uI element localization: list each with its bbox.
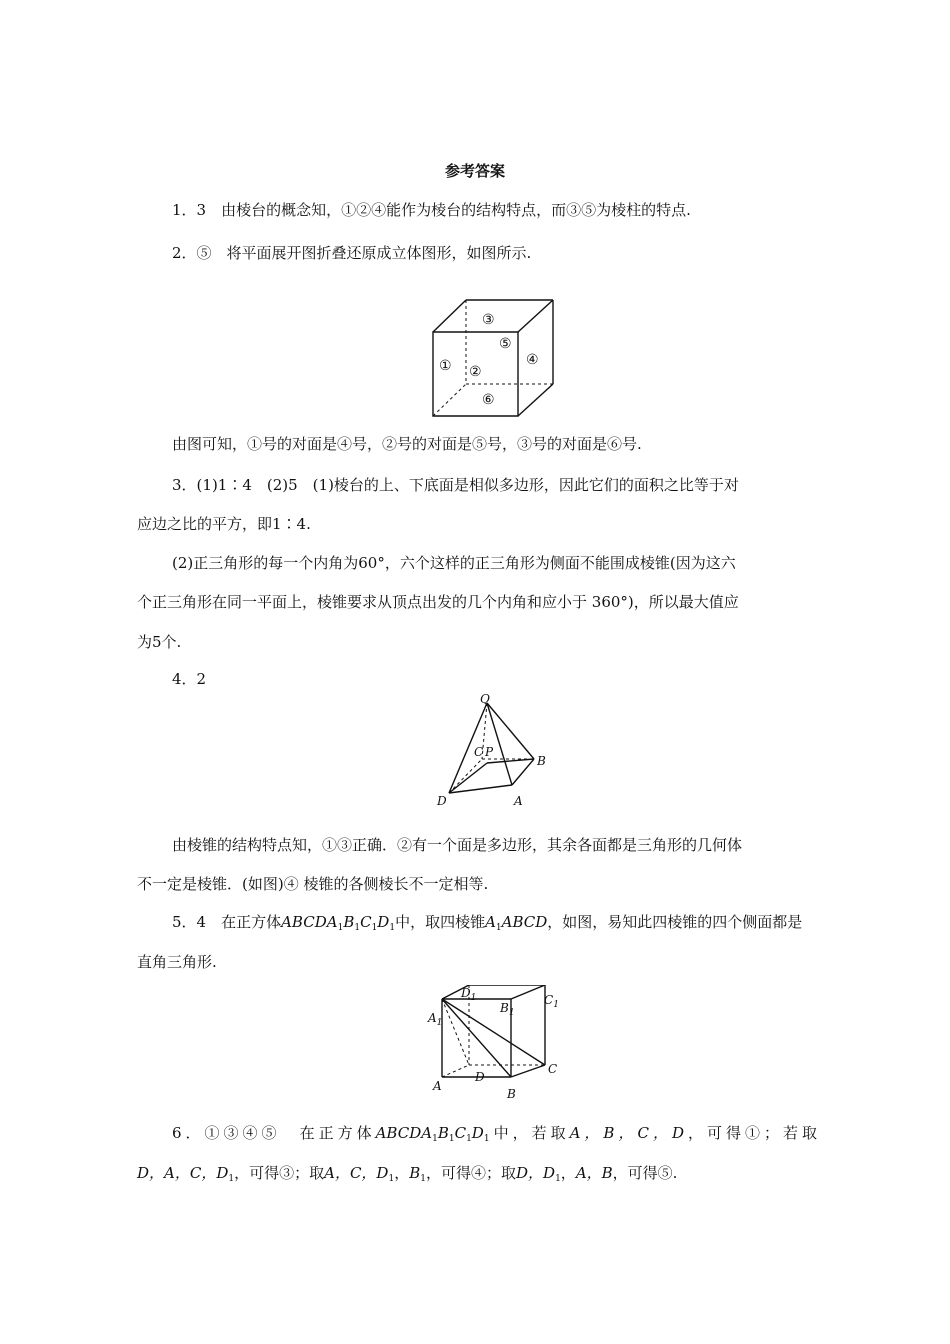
answer-5-cont: 直角三角形. (137, 953, 217, 971)
answer-3-part2-end: 为5个. (137, 633, 182, 651)
face-label-1: ① (439, 358, 452, 374)
text-run: C (360, 913, 372, 931)
text-run: ，可得⑤. (612, 1164, 678, 1182)
point-label-q: Q (480, 693, 490, 706)
text-run: 5．4 在正方体 (172, 913, 282, 931)
subscript: 1 (228, 1174, 235, 1184)
subscript: 1 (389, 923, 396, 933)
page-title: 参考答案 (444, 162, 505, 180)
face-label-3: ③ (482, 312, 495, 328)
point-label-b: B (537, 754, 546, 768)
text-run: ，如图，易知此四棱锥的四个侧面都是 (547, 913, 803, 931)
text-run: B (500, 1001, 509, 1015)
text-run: A，B，C，D (569, 1124, 684, 1142)
text-run: ，可得①；若取 (683, 1124, 818, 1142)
text-run: A (428, 1011, 437, 1025)
text-run: D (377, 913, 390, 931)
subscript: 1 (483, 1134, 490, 1144)
vertex-label-a: A (433, 1079, 442, 1093)
text-run: 中，取四棱锥 (395, 913, 486, 931)
text-run: ，可得④；取 (425, 1164, 516, 1182)
point-label-d: D (437, 794, 447, 808)
text-run: A，B (575, 1164, 613, 1182)
text-run: B (437, 1124, 449, 1142)
subscript: 1 (495, 923, 502, 933)
answer-3: 3．(1)1∶4 (2)5 (1)棱台的上、下底面是相似多边形，因此它们的面积之比等于对 (172, 476, 739, 494)
text-run: 6．①③④⑤ 在正方体 (172, 1124, 376, 1142)
answer-3-cont: 应边之比的平方，即1∶4. (137, 515, 311, 533)
text-run: A，C，D (324, 1164, 389, 1182)
vertex-label-d: D (475, 1070, 485, 1084)
vertex-label-c: C (548, 1062, 558, 1076)
text-run: ， (394, 1164, 410, 1182)
subscript: 1 (420, 1174, 426, 1184)
subscript: 1 (555, 1174, 561, 1184)
text-run: D (471, 1124, 484, 1142)
subscript: 1 (508, 1008, 515, 1018)
point-label-a: A (514, 794, 523, 808)
subscript: 1 (448, 1134, 455, 1144)
answer-4: 4．2 (172, 670, 207, 688)
subscript: 1 (553, 1000, 559, 1010)
vertex-label-b1 (500, 998, 530, 1023)
cube-figure (425, 296, 560, 418)
vertex-label-b: B (507, 1087, 516, 1101)
answer-5 (172, 912, 817, 938)
text-run: ，可得③；取 (234, 1164, 325, 1182)
text-run: ABCD (501, 913, 548, 931)
answer-2-note: 由图可知，①号的对面是④号，②号的对面是⑤号，③号的对面是⑥号. (172, 435, 642, 453)
text-run: ABCDA (281, 913, 338, 931)
text-run: A (485, 913, 496, 931)
answer-3-part2: (2)正三角形的每一个内角为60°，六个这样的正三角形为侧面不能围成棱锥(因为这六 (172, 554, 736, 572)
answer-6 (172, 1123, 817, 1149)
subscript: 1 (436, 1018, 443, 1028)
vertex-label-a1 (428, 1008, 458, 1033)
subscript: 1 (466, 1134, 472, 1144)
text-run: B (343, 913, 355, 931)
subscript: 1 (354, 923, 361, 933)
text-run: C (544, 993, 554, 1007)
text-run: ， (560, 1164, 576, 1182)
vertex-label-d1 (461, 983, 491, 1008)
answer-1: 1．3 由棱台的概念知，①②④能作为棱台的结构特点，而③⑤为棱柱的特点. (172, 201, 691, 219)
answer-4-explain: 由棱锥的结构特点知，①③正确．②有一个面是多边形，其余各面都是三角形的几何体 (172, 836, 743, 854)
text-run: D，D (516, 1164, 556, 1182)
point-label-p: P (485, 745, 494, 759)
pyramid-figure (432, 693, 552, 811)
face-label-4: ④ (526, 352, 539, 368)
answer-4-explain-cont: 不一定是棱锥．(如图)④ 棱锥的各侧棱长不一定相等. (137, 875, 489, 893)
answer-3-part2-cont: 个正三角形在同一平面上，棱锥要求从顶点出发的几个内角和应小于 360°)，所以最大值应 (137, 593, 739, 611)
answer-2: 2．⑤ 将平面展开图折叠还原成立体图形，如图所示. (172, 244, 532, 262)
subscript: 1 (388, 1174, 395, 1184)
vertex-label-c1 (544, 990, 574, 1015)
face-label-2: ② (469, 364, 482, 380)
point-label-c: C (474, 745, 484, 759)
text-run: C (454, 1124, 467, 1142)
subscript: 1 (337, 923, 344, 933)
answer-6-cont (137, 1163, 817, 1189)
subscript: 1 (371, 923, 378, 933)
text-run: D (461, 986, 471, 1000)
text-run: B (409, 1164, 421, 1182)
subscript: 1 (432, 1134, 438, 1144)
text-run: 中，若取 (489, 1124, 570, 1142)
text-run: D，A，C，D (137, 1164, 229, 1182)
text-run: ABCDA (375, 1124, 433, 1142)
subscript: 1 (470, 993, 477, 1003)
face-label-6: ⑥ (482, 392, 495, 408)
face-label-5: ⑤ (499, 336, 512, 352)
